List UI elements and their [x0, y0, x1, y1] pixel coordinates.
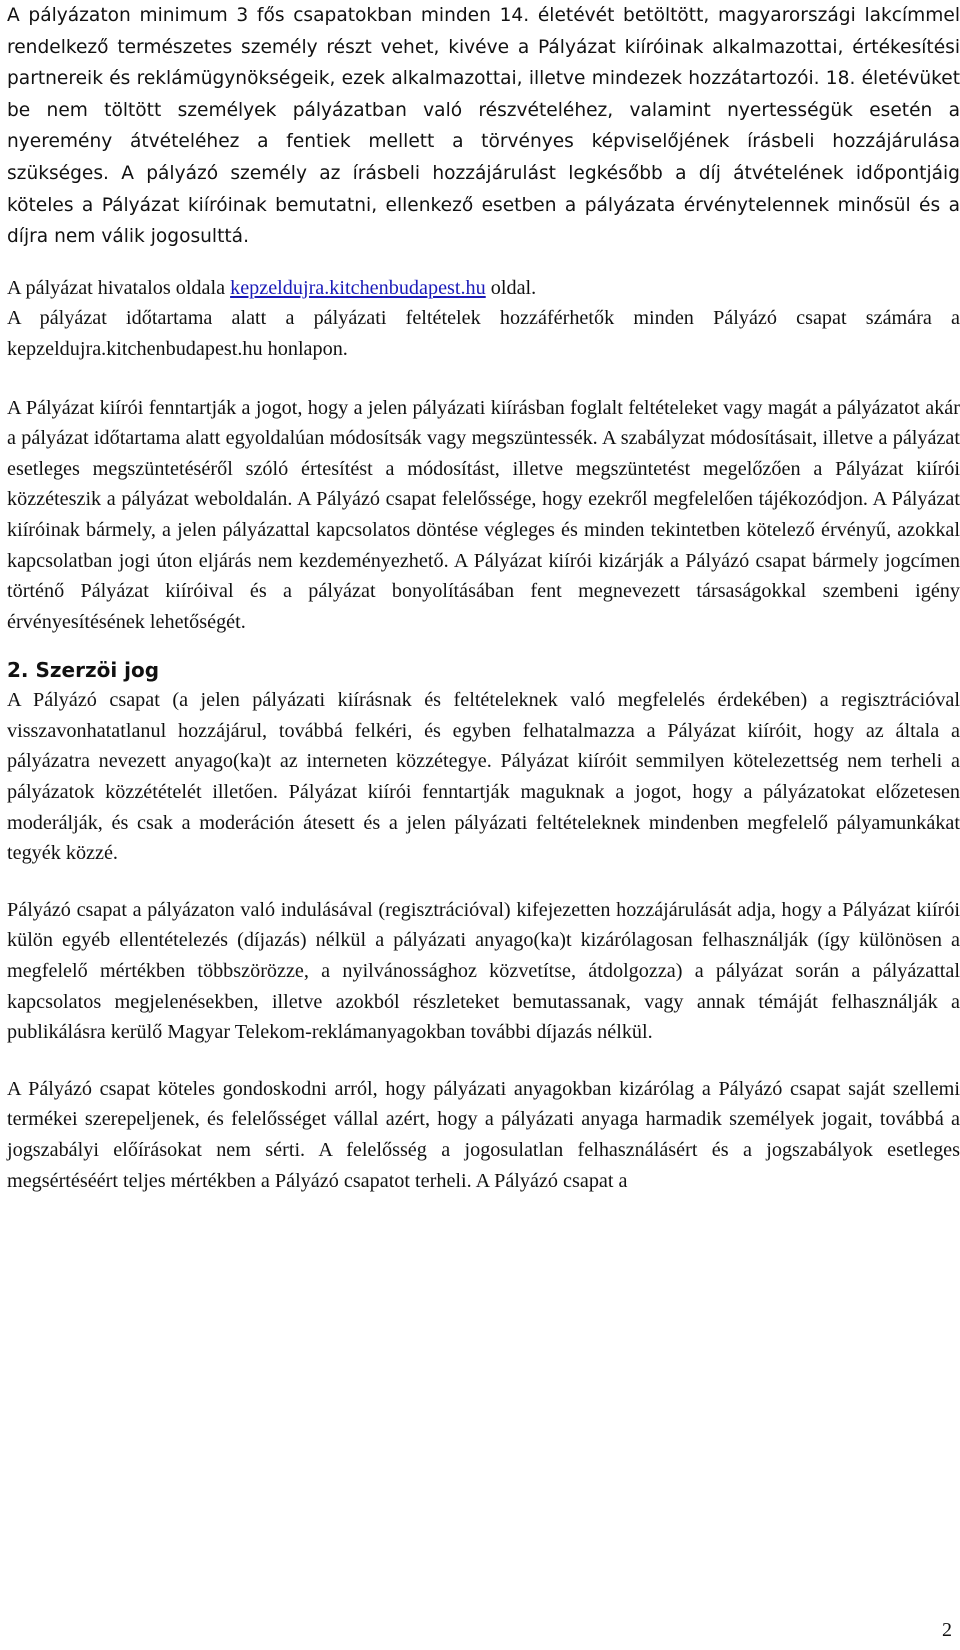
eligibility-text-part-2: 18. életévüket be nem töltött személyek pályázatban való részvételéhez, valamint nyertességük esetén a nyeremény átvételéhez a fentiek mellett a törvényes képviselőjének írásbeli hozzájárulása szükséges. A pályázó személy az írásbeli hozzájárulást legkésőbb a díj átvételének időpontjáig köteles a Pályázat kiíróinak bemutatni, ellenkező esetben a pályázata érvénytelennek minősül és a díjra nem válik jogosulttá.: [7, 68, 960, 248]
paragraph-copyright-consent: A Pályázó csapat (a jelen pályázati kiírásnak és feltételeknek való megfelelés érdekében) a regisztrációval visszavonhatatlanul hozzájárul, továbbá felkéri, és egyben felhatalmazza a Pályázat kiíróit, hogy az általa a pályázatra nevezett anyago(ka)t az interneten közzétegye. Pályázat kiíróit semmilyen kötelezettség nem terheli a pályázatok közzétételét illetően. Pályázat kiírói fenntartják maguknak a jogot, hogy a pályázatokat előzetesen moderálják, és csak a moderáción átesett és a jelen pályázati feltételeknek mindenben megfelelő pályamunkákat tegyék közzé.: [7, 689, 960, 865]
official-site-prefix: A pályázat hivatalos oldala: [7, 276, 231, 299]
eligibility-text-part-1: A pályázaton minimum 3 fős csapatokban minden 14. életévét betöltött, magyarországi lakcímmel rendelkező természetes személy részt vehet, kivéve a Pályázat kiíróinak alkalmazottai, értékesítési partnereik és reklámügynökségeik, ezek alkalmazottai, illetve mindezek hozzátartozói.: [7, 5, 960, 90]
page-number: 2: [942, 1619, 952, 1641]
paragraph-organizer-rights: A Pályázat kiírói fenntartják a jogot, hogy a jelen pályázati kiírásban foglalt feltételeket vagy magát a pályázatot akár a pályázat időtartama alatt egyoldalúan módosítsák vagy megszüntessék. A szabályzat módosításait, illetve a pályázat esetleges megszüntetéséről szóló értesítést a módosítást, illetve megszüntetést megelőzően a Pályázat kiírói közzéteszik a pályázat weboldalán. A Pályázó csapat felelőssége, hogy ezekről megfelelően tájékozódjon. A Pályázat kiíróinak bármely, a jelen pályázattal kapcsolatos döntése végleges és minden tekintetben kötelező érvényű, azokkal kapcsolatban jogi úton eljárás nem kezdeményezhető. A Pályázat kiírói kizárják a Pályázó csapat bármely jogcímen történő Pályázat kiíróival és a pályázat bonyolításában fent megnevezett társaságokkal szembeni igény érvényesítésének lehetőségét.: [7, 396, 960, 633]
spacer: [7, 869, 960, 895]
official-site-link[interactable]: kepzeldujra.kitchenbudapest.hu: [230, 276, 486, 299]
document-page: [7, 0, 960, 1650]
paragraph-eligibility: [7, 0, 960, 253]
section-title-copyright: 2. Szerzöi jog: [7, 658, 160, 683]
paragraph-official-site: [7, 273, 960, 304]
spacer: [7, 365, 960, 393]
paragraph-availability: A pályázat időtartama alatt a pályázati feltételek hozzáférhetők minden Pályázó csapat számára a kepzeldujra.kitchenbudapest.hu honlapon.: [7, 307, 960, 360]
official-site-suffix: oldal.: [485, 276, 537, 299]
spacer: [7, 253, 960, 273]
paragraph-responsibility: A Pályázó csapat köteles gondoskodni arról, hogy pályázati anyagokban kizárólag a Pályázó csapat saját szellemi termékei szerepeljenek, és felelősséget vállal azért, hogy a pályázati anyaga harmadik személyek jogait, továbbá a jogszabályi előírásokat nem sérti. A felelősség a jogosulatlan felhasználásért és a jogszabályok esetleges megsértéséért teljes mértékben a Pályázó csapatot terheli. A Pályázó csapat a: [7, 1077, 960, 1192]
paragraph-usage-rights: Pályázó csapat a pályázaton való indulásával (regisztrációval) kifejezetten hozzájárulását adja, hogy a Pályázat kiírói külön egyéb ellentételezés (díjazás) nélkül a pályázati anyago(ka)t kizárólagosan felhasználják (így különösen a megfelelő mértékben többszörözze, a nyilvánossághoz közvetítse, átdolgozza) a pályázat során a pályázattal kapcsolatos megjelenésekben, illetve azokból részleteket bemutassanak, vagy annak témáját felhasználják a publikálásra kerülő Magyar Telekom-reklámanyagokban további díjazás nélkül.: [7, 898, 960, 1044]
spacer: [7, 1048, 960, 1074]
